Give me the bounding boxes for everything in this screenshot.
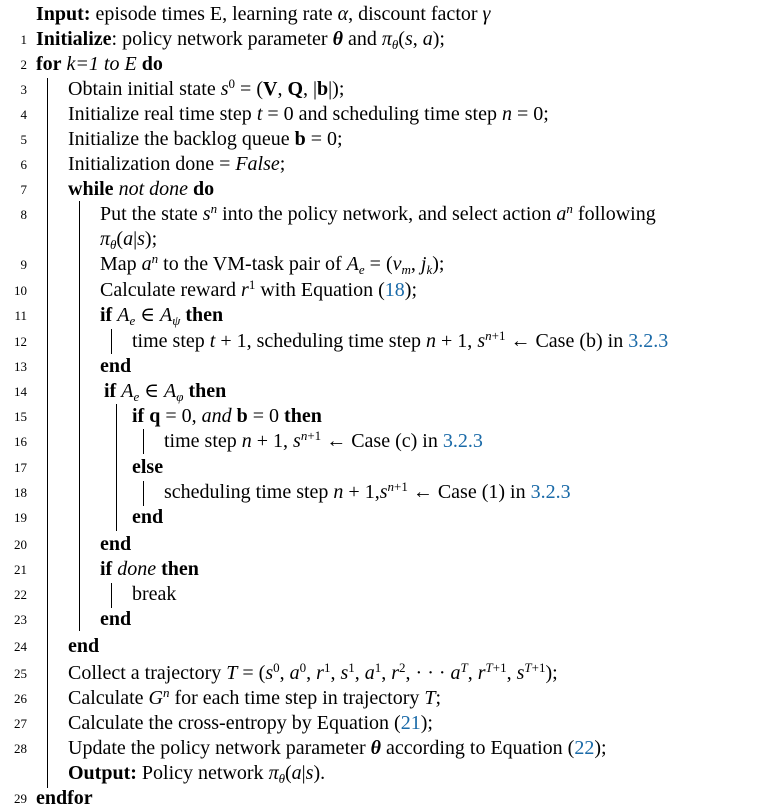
endfor-keyword: endfor [36, 787, 93, 809]
algo-line-1: 1 Initialize: policy network parameter θ and $\pi_\theta(s$, a); [0, 27, 775, 52]
equation-link[interactable]: 21 [400, 712, 421, 734]
algo-line-17: 17 else [0, 455, 775, 480]
algo-line-10: 10 Calculate reward $r^1$ with Equation (18); [0, 278, 775, 303]
algo-line-27: 27 Calculate the cross-entropy by Equation (21); [0, 711, 775, 736]
line-number: 4 [20, 107, 27, 122]
line-number: 5 [20, 132, 27, 147]
algo-line-29 [0, 786, 775, 811]
line-number: 21 [14, 562, 27, 577]
line-number: 28 [14, 741, 27, 756]
line-number: 24 [14, 639, 27, 654]
algo-line-19: 19 end [0, 505, 775, 530]
output-line: Output: Policy network $\pi_\theta(a|s)$. [68, 762, 326, 786]
algo-line-22 [0, 582, 775, 607]
line-number: 19 [14, 510, 27, 525]
line-number: 22 [14, 587, 27, 602]
algo-line-15: 15 if q = 0, and b = 0 then [0, 404, 775, 429]
section-link[interactable]: 3.2.3 [442, 430, 483, 452]
line-number: 17 [14, 460, 27, 475]
line-number: 3 [20, 82, 27, 97]
line-number: 27 [14, 716, 27, 731]
algo-line-16: 16 time step n + 1, $s^{n+1}$ ← Case (c) in 3.2.3 [0, 429, 775, 454]
algo-line-14: 14 if $A_e$ ∈ $A_\varphi$ then [0, 379, 775, 404]
break-statement: break [132, 583, 177, 605]
line-number: 7 [20, 182, 27, 197]
line-number: 25 [14, 666, 27, 681]
section-link[interactable]: 3.2.3 [628, 330, 669, 352]
algo-line-6: 6 Initialization done = False; [0, 152, 775, 177]
algo-line-3: 3 Obtain initial state $s^0 = (V$, Q, |b|); [0, 77, 775, 102]
line-number: 14 [14, 384, 27, 399]
algo-line-21: 21 if done then [0, 557, 775, 582]
line-number: 23 [14, 612, 27, 627]
line-number: 15 [14, 409, 27, 424]
algo-line-23: 23 end [0, 607, 775, 632]
algo-line-26: 26 Calculate $G^n$ for each time step in trajectory T; [0, 686, 775, 711]
algo-line-24: 24 end [0, 634, 775, 659]
line-number: 10 [14, 283, 27, 298]
algo-line-8: 8 Put the state $s^n$ into the policy network, and select action $a^n$ following [0, 202, 775, 227]
algo-line-13: 13 end [0, 354, 775, 379]
input-line: Input: episode times E, learning rate α, discount factor γ [36, 3, 491, 25]
algo-line-11: 11 if $A_e$ ∈ $A_\psi$ then [0, 303, 775, 328]
algo-line-25: 25 Collect a trajectory $T = (s^0$, $a^0$, $r^1$, $s^1$, $a^1$, $r^2$, · · · $a^T$, $r^{T+1}$, $s^{T+1}$); [0, 661, 775, 686]
equation-link[interactable]: 18 [384, 279, 405, 301]
line-number: 29 [14, 791, 27, 806]
section-link[interactable]: 3.2.3 [530, 481, 571, 503]
algo-line-2: 2 for k=1 to E do [0, 52, 775, 77]
line-number: 6 [20, 157, 27, 172]
algo-line-4: 4 Initialize real time step t = 0 and scheduling time step n = 0; [0, 102, 775, 127]
line-number: 11 [14, 308, 27, 323]
line-number: 26 [14, 691, 27, 706]
line-number: 16 [14, 434, 27, 449]
algo-line-18: 18 scheduling time step $n + 1,s^{n+1}$ ← Case (1) in 3.2.3 [0, 480, 775, 505]
algo-line-20: 20 end [0, 532, 775, 557]
algo-line-28: 28 Update the policy network parameter θ according to Equation (22); [0, 736, 775, 761]
line-number: 13 [14, 359, 27, 374]
line-number: 9 [20, 257, 27, 272]
line-number: 20 [14, 537, 27, 552]
line-number: 12 [14, 334, 27, 349]
line-number: 2 [20, 57, 27, 72]
equation-link[interactable]: 22 [574, 737, 595, 759]
algo-line-12: 12 time step t + 1, scheduling time step n + 1, $s^{n+1}$ ← Case (b) in 3.2.3 [0, 329, 775, 354]
line-number: 1 [20, 32, 27, 47]
algo-line-7: 7 while not done do [0, 177, 775, 202]
line-number: 18 [14, 485, 27, 500]
line-number: 8 [20, 207, 27, 222]
algo-line-9: 9 Map $a^n$ to the VM-task pair of $A_e = (v_m$, $j_k$); [0, 252, 775, 277]
algo-line-8-cont: $\pi_\theta(a|s)$; [100, 228, 158, 252]
algo-line-5: 5 Initialize the backlog queue b = 0; [0, 127, 775, 152]
